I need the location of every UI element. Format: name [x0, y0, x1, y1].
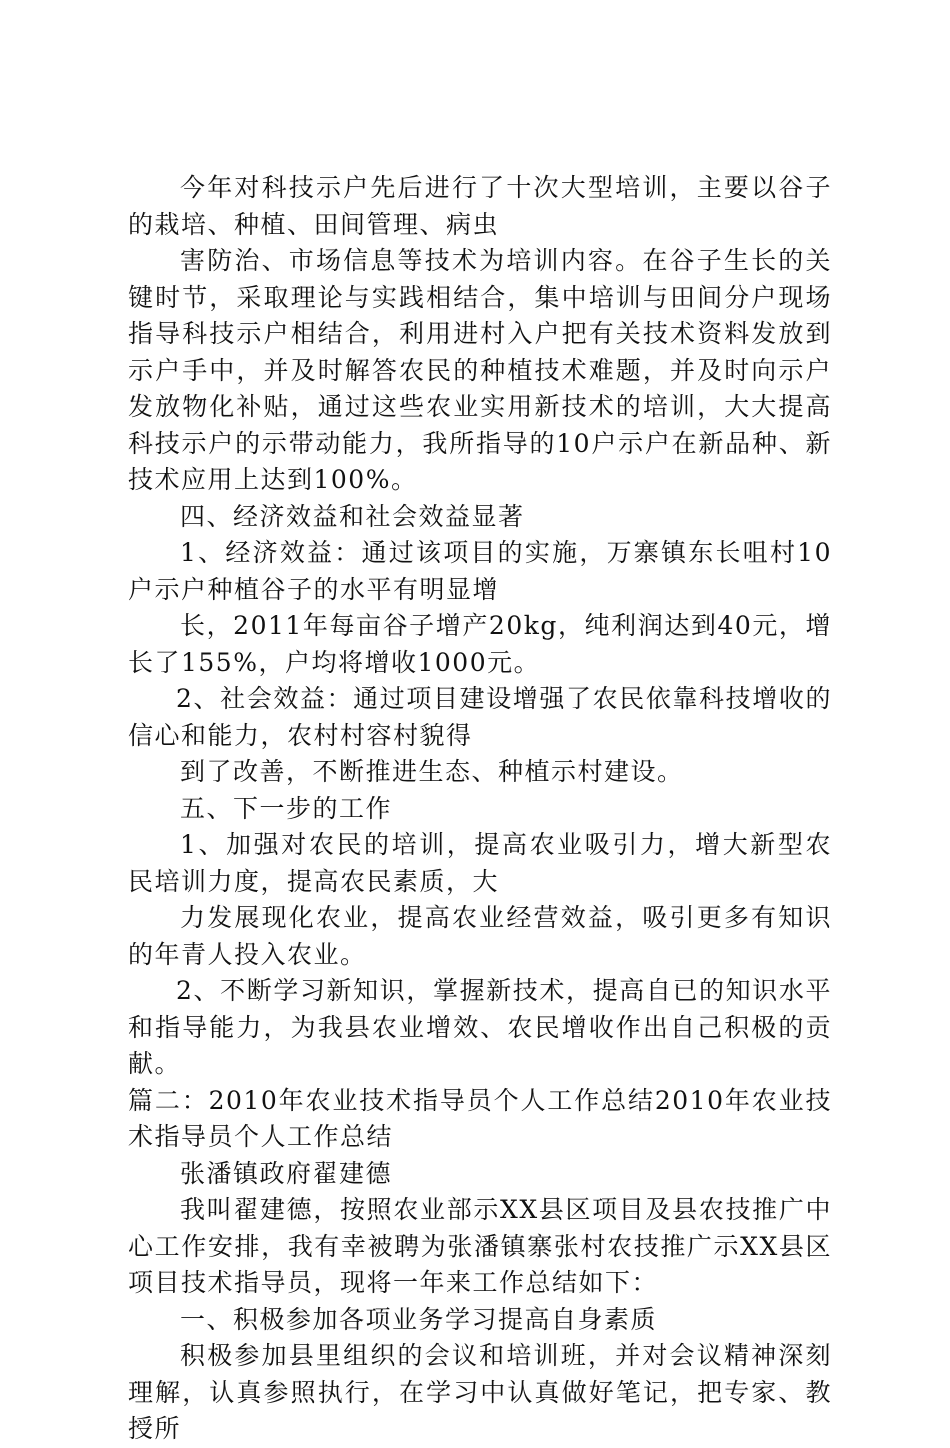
- paragraph-social-improvement: 到了改善，不断推进生态、种植示村建设。: [180, 757, 684, 786]
- paragraph-training-intro: 今年对科技示户先后进行了十次大型培训，主要以谷子的栽培、种植、田间管理、病虫: [128, 173, 832, 239]
- author-line: 张潘镇政府翟建德: [180, 1158, 393, 1188]
- paragraph-next-step-one: 1、加强对农民的培训，提高农业吸引力，增大新型农民培训力度，提高农民素质，大: [128, 830, 832, 896]
- paragraph-next-step-one-cont: 力发展现化农业，提高农业经营效益，吸引更多有知识的年青人投入农业。: [128, 903, 832, 969]
- paragraph-economic-growth: 长，2011年每亩谷子增产20kg，纯利润达到40元，增长了155%，户均将增收1000元。: [128, 611, 832, 677]
- heading-study-section: 一、积极参加各项业务学习提高自身素质: [180, 1304, 658, 1334]
- heading-section-five: 五、下一步的工作: [180, 793, 393, 823]
- paragraph-training-content: 害防治、市场信息等技术为培训内容。在谷子生长的关键时节，采取理论与实践相结合，集中培训与田间分户现场指导科技示户相结合，利用进村入户把有关技术资料发放到示户手中，并及时解答农民的种植技术难题，并及时向示户发放物化补贴，通过这些农业实用新技术的培训，大大提高科技示户的示带动能力，我所指导的10户示户在新品种、新技术应用上达到100%。: [128, 246, 832, 494]
- heading-part-two: 篇二：2010年农业技术指导员个人工作总结2010年农业技术指导员个人工作总结: [128, 1085, 832, 1151]
- paragraph-next-step-two: 2、不断学习新知识，掌握新技术，提高自已的知识水平和指导能力，为我县农业增效、农民增收作出自己积极的贡献。: [128, 976, 832, 1078]
- paragraph-economic-benefit: 1、经济效益：通过该项目的实施，万寨镇东长咀村10户示户种植谷子的水平有明显增: [128, 538, 832, 604]
- paragraph-social-benefit: 2、社会效益：通过项目建设增强了农民依靠科技增收的信心和能力，农村村容村貌得: [128, 684, 832, 750]
- document-body: [128, 170, 832, 1448]
- heading-section-four: 四、经济效益和社会效益显著: [180, 501, 525, 531]
- paragraph-self-introduction: 我叫翟建德，按照农业部示XX县区项目及县农技推广中心工作安排，我有幸被聘为张潘镇寨张村农技推广示XX县区项目技术指导员，现将一年来工作总结如下：: [128, 1195, 832, 1297]
- paragraph-study-detail: 积极参加县里组织的会议和培训班，并对会议精神深刻理解，认真参照执行，在学习中认真做好笔记，把专家、教授所: [128, 1341, 832, 1443]
